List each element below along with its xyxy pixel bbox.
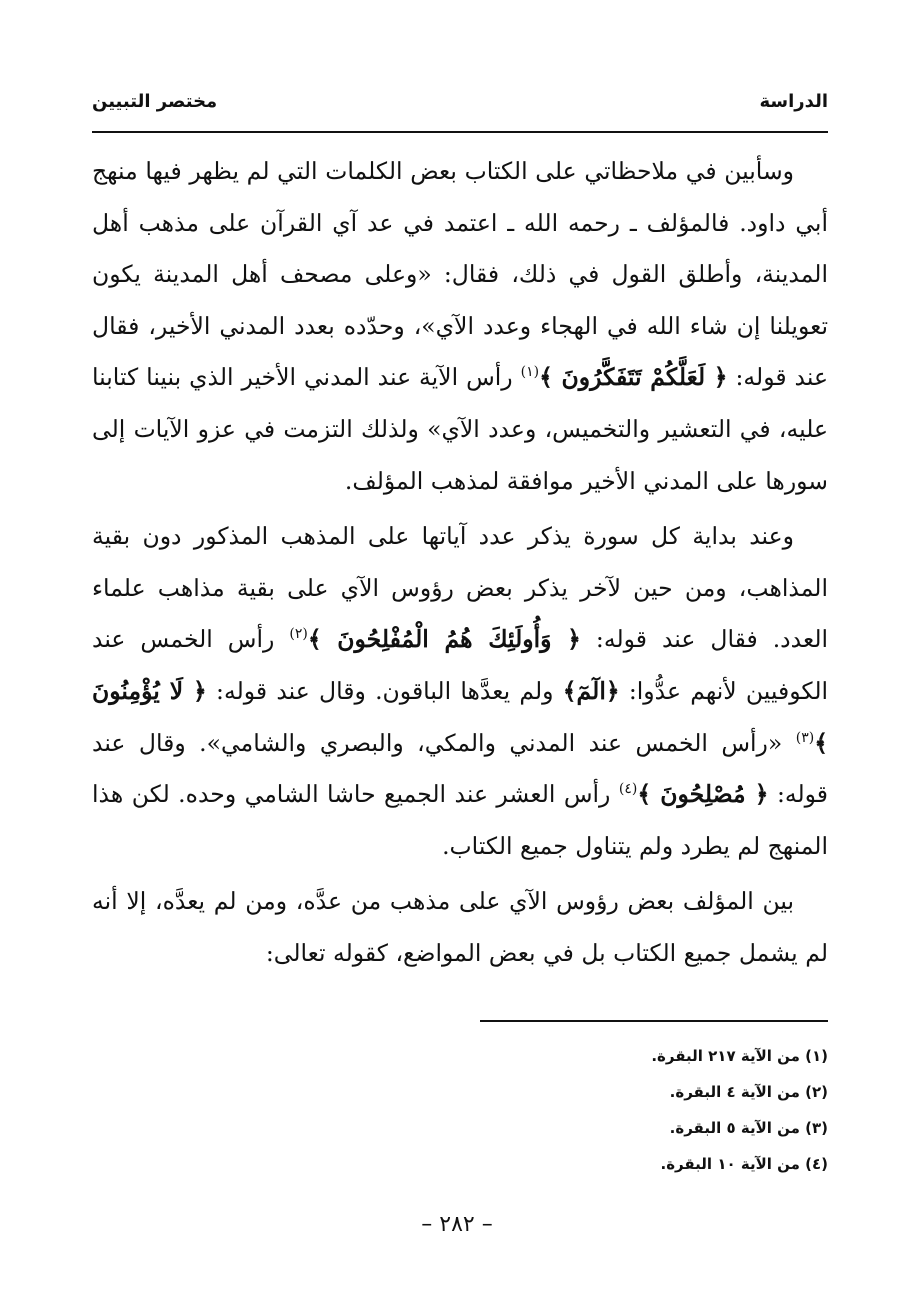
- quran-quote: ﴿الٓمٓ﴾: [562, 676, 620, 705]
- text-run: رأس العشر عند الجميع حاشا الشامي وحده. لكن هذا المنهج لم يطرد ولم يتناول جميع الكتاب.: [92, 780, 828, 860]
- footnote-3: (٣) من الآية ٥ البقرة.: [669, 1119, 828, 1137]
- footnote-ref: (٢): [289, 626, 308, 643]
- quran-quote: ﴿ لَا يُؤْمِنُونَ ﴾: [92, 676, 828, 757]
- paragraph-1: [92, 146, 828, 507]
- text-run: وسأبين في ملاحظاتي على الكتاب بعض الكلمات التي لم يظهر فيها منهج أبي داود. فالمؤلف ـ رحمه الله ـ اعتمد في عد آي القرآن على مذهب أهل المدينة، وأطلق القول في ذلك، فقال: «وعلى مصحف أهل المدينة يكون تعويلنا إن شاء الله في الهجاء وعدد الآي»، وحدّده بعدد المدني الأخير، فقال عند قوله:: [92, 157, 828, 392]
- text-run: رأس الخمس عند الكوفيين لأنهم عدُّوا:: [92, 625, 829, 705]
- quran-quote: ﴿ وَأُولَئِكَ هُمُ الْمُفْلِحُونَ ﴾: [307, 625, 581, 654]
- footnote-rule: [480, 1020, 828, 1022]
- main-text: [92, 146, 828, 980]
- footnote-4: (٤) من الآية ١٠ البقرة.: [660, 1155, 828, 1173]
- section-title: الدراسة: [759, 90, 828, 112]
- text-run: بين المؤلف بعض رؤوس الآي على مذهب من عدَّه، ومن لم يعدَّه، إلا أنه لم يشمل جميع الكتاب بل في بعض المواضع، كقوله تعالى:: [92, 887, 828, 967]
- text-run: ولم يعدَّها الباقون. وقال عند قوله:: [206, 676, 563, 705]
- running-header: [92, 86, 828, 116]
- quran-quote: ﴿ لَعَلَّكُمْ تَتَفَكَّرُونَ ﴾: [539, 363, 728, 392]
- paragraph-3: [92, 876, 828, 979]
- text-run: «رأس الخمس عند المدني والمكي، والبصري والشامي». وقال عند قوله:: [92, 728, 828, 809]
- page-number: – ٢٨٢ –: [421, 1212, 493, 1237]
- footnote-ref: (٤): [618, 781, 638, 798]
- footnote-ref: (٣): [795, 729, 815, 746]
- book-title: مختصر التبيين: [92, 90, 218, 112]
- footnote-2: (٢) من الآية ٤ البقرة.: [669, 1083, 828, 1101]
- text-run: رأس الآية عند المدني الأخير الذي بنينا كتابنا عليه، في التعشير والتخميس، وعدد الآي» ولذلك التزمت في عزو الآيات إلى سورها على المدني الأخير موافقة لمذهب المؤلف.: [92, 363, 828, 495]
- footnote-1: (١) من الآية ٢١٧ البقرة.: [651, 1047, 828, 1065]
- header-rule: [92, 131, 828, 133]
- quran-quote: ﴿ مُصْلِحُونَ ﴾: [637, 780, 769, 809]
- text-run: وعند بداية كل سورة يذكر عدد آياتها على المذهب المذكور دون بقية المذاهب، ومن حين لآخر يذكر بعض رؤوس الآي على بقية مذاهب علماء العدد. فقال عند قوله:: [92, 522, 829, 654]
- footnotes: [92, 1038, 828, 1182]
- paragraph-2: [92, 511, 828, 872]
- footnote-ref: (١): [520, 364, 540, 381]
